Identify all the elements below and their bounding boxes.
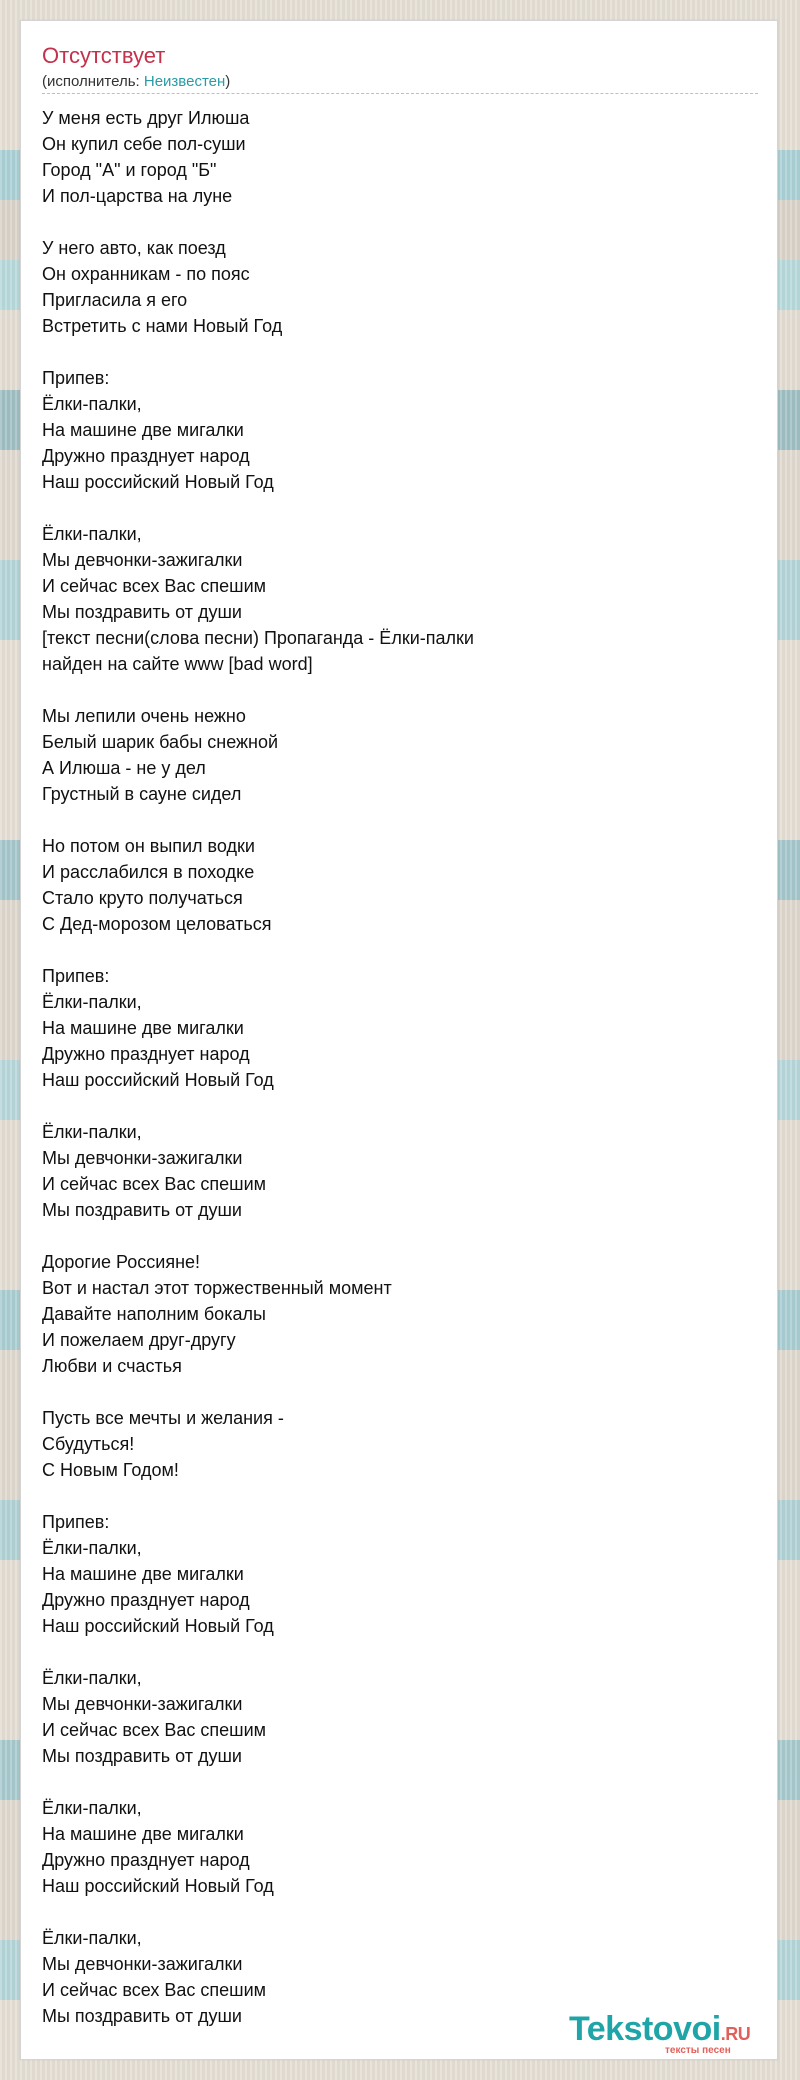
- lyric-line: И расслабился в походке: [42, 862, 255, 882]
- lyric-line: Любви и счастья: [42, 1356, 182, 1376]
- lyric-line: Встретить с нами Новый Год: [42, 316, 283, 336]
- lyric-line: И сейчас всех Вас спешим: [42, 1174, 267, 1194]
- lyric-line: Мы поздравить от души: [42, 1746, 242, 1766]
- stanza-break: [42, 1769, 762, 1795]
- stanza-break: [42, 1483, 762, 1509]
- lyric-line: С Дед-морозом целоваться: [42, 914, 272, 934]
- lyric-line: Наш российский Новый Год: [42, 472, 274, 492]
- lyric-line: И сейчас всех Вас спешим: [42, 576, 267, 596]
- lyric-line: Дружно празднует народ: [42, 1590, 250, 1610]
- lyric-line: Мы девчонки-зажигалки: [42, 1148, 243, 1168]
- lyric-line: И пол-царства на луне: [42, 186, 233, 206]
- stanza-break: [42, 1639, 762, 1665]
- lyric-line: Ёлки-палки,: [42, 394, 142, 414]
- lyric-line: И пожелаем друг-другу: [42, 1330, 236, 1350]
- lyric-line: Пусть все мечты и желания -: [42, 1408, 284, 1428]
- lyric-line: Ёлки-палки,: [42, 524, 142, 544]
- lyric-line: Пригласила я его: [42, 290, 188, 310]
- lyric-line: На машине две мигалки: [42, 1018, 244, 1038]
- lyric-line: Наш российский Новый Год: [42, 1876, 274, 1896]
- title-divider: [42, 93, 758, 94]
- byline-prefix: (исполнитель:: [42, 73, 144, 90]
- lyric-line: Мы поздравить от души: [42, 602, 242, 622]
- stanza-break: [42, 1093, 762, 1119]
- lyric-line: Вот и настал этот торжественный момент: [42, 1278, 392, 1298]
- lyric-line: Но потом он выпил водки: [42, 836, 255, 856]
- lyric-line: Ёлки-палки,: [42, 1668, 142, 1688]
- stanza-break: [42, 937, 762, 963]
- lyric-line: С Новым Годом!: [42, 1460, 179, 1480]
- lyric-line: Мы лепили очень нежно: [42, 706, 246, 726]
- lyric-line: У него авто, как поезд: [42, 238, 226, 258]
- stanza-break: [42, 807, 762, 833]
- lyric-line: А Илюша - не у дел: [42, 758, 206, 778]
- lyric-line: Припев:: [42, 1512, 110, 1532]
- lyric-line: Дружно празднует народ: [42, 1044, 250, 1064]
- artist-byline: [42, 73, 230, 91]
- lyric-line: Грустный в сауне сидел: [42, 784, 242, 804]
- stanza-break: [42, 1379, 762, 1405]
- lyric-line: На машине две мигалки: [42, 1824, 244, 1844]
- lyrics-text: [42, 105, 762, 2029]
- lyric-line: Он охранникам - по пояс: [42, 264, 250, 284]
- lyric-line: Белый шарик бабы снежной: [42, 732, 279, 752]
- byline-suffix: ): [225, 73, 231, 90]
- lyric-line: Стало круто получаться: [42, 888, 243, 908]
- lyric-line: Город "А" и город "Б": [42, 160, 217, 180]
- lyric-line: Наш российский Новый Год: [42, 1616, 274, 1636]
- lyric-line: Мы девчонки-зажигалки: [42, 550, 243, 570]
- lyric-line: Сбудуться!: [42, 1434, 135, 1454]
- lyric-line: Мы девчонки-зажигалки: [42, 1694, 243, 1714]
- lyric-line: Давайте наполним бокалы: [42, 1304, 266, 1324]
- lyric-line: найден на сайте www [bad word]: [42, 654, 313, 674]
- lyrics-card: [20, 20, 778, 2060]
- lyric-line: Мы поздравить от души: [42, 2006, 242, 2026]
- lyric-line: И сейчас всех Вас спешим: [42, 1720, 267, 1740]
- lyric-line: Ёлки-палки,: [42, 1538, 142, 1558]
- lyric-line: Мы поздравить от души: [42, 1200, 242, 1220]
- lyric-line: Ёлки-палки,: [42, 1798, 142, 1818]
- lyric-line: На машине две мигалки: [42, 1564, 244, 1584]
- lyric-line: Наш российский Новый Год: [42, 1070, 274, 1090]
- lyric-line: Дружно празднует народ: [42, 1850, 250, 1870]
- song-title: Отсутствует: [42, 43, 166, 68]
- lyric-line: Дорогие Россияне!: [42, 1252, 201, 1272]
- stanza-break: [42, 1223, 762, 1249]
- lyric-line: Припев:: [42, 966, 110, 986]
- stanza-break: [42, 495, 762, 521]
- lyric-line: Он купил себе пол-суши: [42, 134, 246, 154]
- stanza-break: [42, 339, 762, 365]
- lyric-line: Мы девчонки-зажигалки: [42, 1954, 243, 1974]
- lyric-line: Припев:: [42, 368, 110, 388]
- lyric-line: [текст песни(слова песни) Пропаганда - Ёлки-палки: [42, 628, 474, 648]
- logo-tagline: тексты песен: [665, 2045, 731, 2056]
- artist-link[interactable]: Неизвестен: [143, 73, 226, 90]
- lyric-line: Ёлки-палки,: [42, 992, 142, 1012]
- lyric-line: Ёлки-палки,: [42, 1122, 142, 1142]
- lyric-line: У меня есть друг Илюша: [42, 108, 250, 128]
- stanza-break: [42, 1899, 762, 1925]
- stanza-break: [42, 677, 762, 703]
- logo-name: Tekstovoi: [569, 2010, 721, 2048]
- lyric-line: Ёлки-палки,: [42, 1928, 142, 1948]
- lyric-line: Дружно празднует народ: [42, 446, 250, 466]
- site-logo[interactable]: [569, 2011, 789, 2059]
- lyric-line: На машине две мигалки: [42, 420, 244, 440]
- logo-tld: .RU: [720, 2024, 751, 2044]
- lyric-line: И сейчас всех Вас спешим: [42, 1980, 267, 2000]
- stanza-break: [42, 209, 762, 235]
